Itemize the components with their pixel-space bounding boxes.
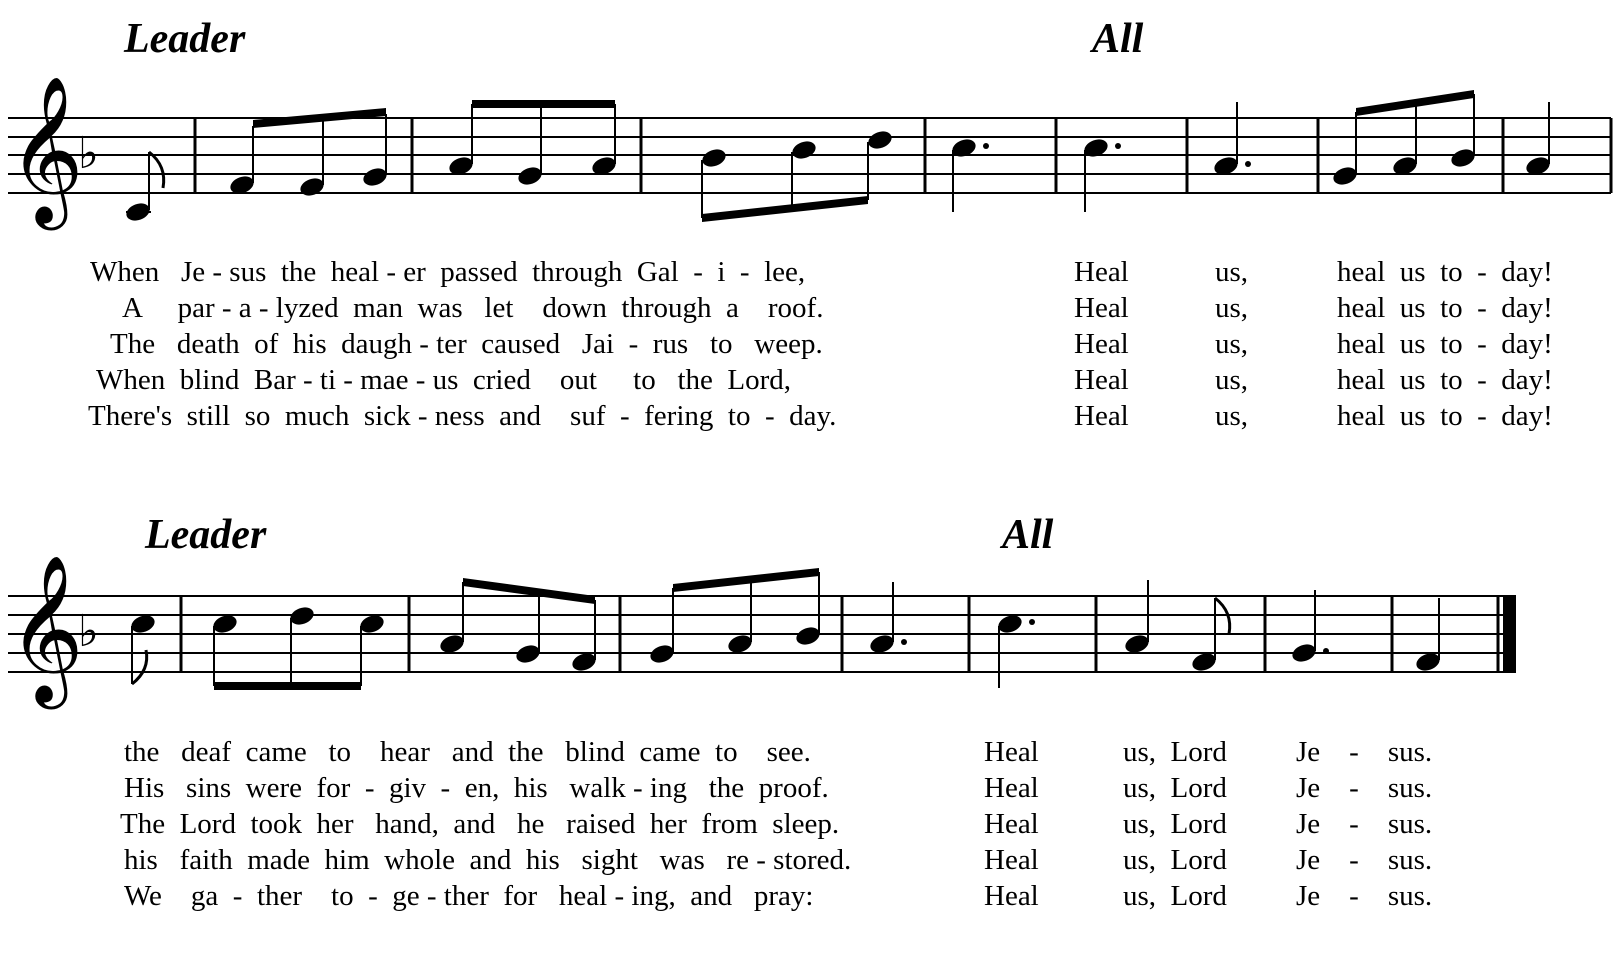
staff-system-2 bbox=[0, 496, 1614, 736]
verse-2-leader: A par - a - lyzed man was let down through a roof. bbox=[122, 292, 824, 324]
verse-2-today: heal us to - day! bbox=[1337, 292, 1553, 324]
verse-5-today: heal us to - day! bbox=[1337, 400, 1553, 432]
verse-1-lord: us, Lord bbox=[1123, 736, 1227, 768]
all-label-1: All bbox=[1092, 16, 1144, 62]
verse-1-today: heal us to - day! bbox=[1337, 256, 1553, 288]
staff-system-1 bbox=[0, 0, 1614, 240]
verse-4-jesus: Je - sus. bbox=[1296, 844, 1433, 876]
verse-3-heal-2: Heal bbox=[984, 808, 1039, 840]
all-label-2: All bbox=[1002, 512, 1054, 558]
verse-3-leader: The death of his daugh - ter caused Jai - rus to weep. bbox=[110, 328, 823, 360]
verse-5-jesus: Je - sus. bbox=[1296, 880, 1433, 912]
verse-2-heal-2: Heal bbox=[984, 772, 1039, 804]
verse-1-heal-2: Heal bbox=[984, 736, 1039, 768]
verse-4-leader-2: his faith made him whole and his sight was re - stored. bbox=[124, 844, 852, 876]
verse-5-us: us, bbox=[1215, 400, 1249, 432]
leader-label-1: Leader bbox=[124, 16, 246, 62]
flat-icon: ♭ bbox=[78, 128, 99, 179]
verse-2-jesus: Je - sus. bbox=[1296, 772, 1433, 804]
verse-3-lord: us, Lord bbox=[1123, 808, 1227, 840]
verse-5-leader-2: We ga - ther to - ge - ther for heal - ing, and pray: bbox=[124, 880, 814, 912]
verse-2-us: us, bbox=[1215, 292, 1249, 324]
verse-5-heal-2: Heal bbox=[984, 880, 1039, 912]
verse-4-us: us, bbox=[1215, 364, 1249, 396]
verse-1-leader: When Je - sus the heal - er passed through Gal - i - lee, bbox=[90, 256, 806, 288]
verse-1-leader-2: the deaf came to hear and the blind came to see. bbox=[124, 736, 811, 768]
verse-5-leader: There's still so much sick - ness and suf - fering to - day. bbox=[88, 400, 837, 432]
verse-4-today: heal us to - day! bbox=[1337, 364, 1553, 396]
verse-4-lord: us, Lord bbox=[1123, 844, 1227, 876]
verse-3-jesus: Je - sus. bbox=[1296, 808, 1433, 840]
leader-label-2: Leader bbox=[145, 512, 267, 558]
verse-4-heal: Heal bbox=[1074, 364, 1129, 396]
verse-2-leader-2: His sins were for - giv - en, his walk - ing the proof. bbox=[124, 772, 829, 804]
verse-1-us: us, bbox=[1215, 256, 1249, 288]
verse-2-lord: us, Lord bbox=[1123, 772, 1227, 804]
treble-clef-icon: 𝄞 bbox=[8, 554, 84, 703]
verse-3-heal: Heal bbox=[1074, 328, 1129, 360]
verse-1-jesus: Je - sus. bbox=[1296, 736, 1433, 768]
verse-3-leader-2: The Lord took her hand, and he raised her from sleep. bbox=[120, 808, 840, 840]
notes-system-1 bbox=[124, 90, 1552, 224]
verse-2-heal: Heal bbox=[1074, 292, 1129, 324]
verse-1-heal: Heal bbox=[1074, 256, 1129, 288]
verse-3-today: heal us to - day! bbox=[1337, 328, 1553, 360]
verse-5-heal: Heal bbox=[1074, 400, 1129, 432]
verse-4-heal-2: Heal bbox=[984, 844, 1039, 876]
flat-icon: ♭ bbox=[78, 606, 99, 657]
final-barline-icon bbox=[1503, 596, 1516, 672]
treble-clef-icon: 𝄞 bbox=[8, 75, 84, 224]
verse-5-lord: us, Lord bbox=[1123, 880, 1227, 912]
verse-4-leader: When blind Bar - ti - mae - us cried out to the Lord, bbox=[96, 364, 792, 396]
verse-3-us: us, bbox=[1215, 328, 1249, 360]
